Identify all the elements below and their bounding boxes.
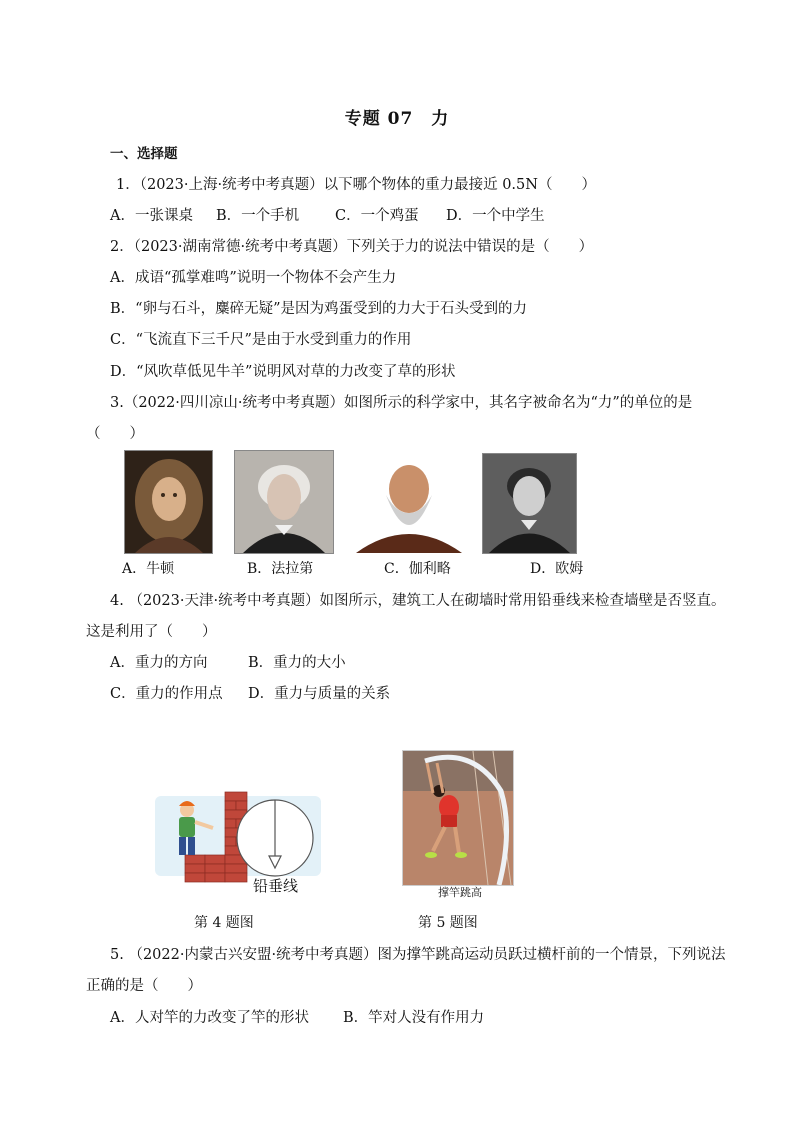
q3-option-b: B．法拉第 [247, 561, 314, 577]
faraday-portrait [234, 450, 334, 554]
q3-stem-line1: 3.（2022·四川凉山·统考中考真题）如图所示的科学家中，其名字被命名为“力”的单位的是 [110, 395, 693, 411]
pole-vault-photo [402, 750, 514, 886]
q4-option-a: A．重力的方向 [110, 655, 208, 671]
q1-stem: 1．（2023·上海·统考中考真题）以下哪个物体的重力最接近 0.5N（ ） [116, 177, 596, 193]
q1-option-a: A．一张课桌 [110, 208, 193, 224]
q3-option-a: A．牛顿 [122, 561, 175, 577]
q5-stem-line1: 5. （2022·内蒙古兴安盟·统考中考真题）图为撑竿跳高运动员跃过横杆前的一个情景，下列说法 [110, 947, 726, 963]
q1-option-c: C．一个鸡蛋 [335, 208, 419, 224]
q5-option-a: A．人对竿的力改变了竿的形状 [110, 1010, 309, 1026]
q4-option-d: D．重力与质量的关系 [248, 686, 391, 702]
q4-option-c: C．重力的作用点 [110, 686, 223, 702]
galileo-portrait [355, 454, 463, 554]
q3-option-d: D．欧姆 [530, 561, 584, 577]
ohm-portrait [482, 453, 577, 554]
q2-stem: 2．（2023·湖南常德·统考中考真题）下列关于力的说法中错误的是（ ） [110, 239, 594, 255]
q2-option-b: B．“卵与石斗，麋碎无疑”是因为鸡蛋受到的力大于石头受到的力 [110, 301, 527, 317]
page-title: 专题 07 力 [344, 109, 450, 129]
q5-stem-line2: 正确的是（ ） [86, 978, 202, 994]
q2-option-d: D．“风吹草低见牛羊”说明风对草的力改变了草的形状 [110, 364, 456, 380]
q2-option-c: C．“飞流直下三千尺”是由于水受到重力的作用 [110, 332, 412, 348]
q4-stem-line1: 4. （2023·天津·统考中考真题）如图所示，建筑工人在砌墙时常用铅垂线来检查墙壁是否竖直。 [110, 593, 726, 609]
pole-vault-label: 撑竿跳高 [438, 886, 482, 899]
q1-option-d: D．一个中学生 [446, 208, 545, 224]
section-heading: 一、选择题 [110, 146, 178, 162]
q4-figure-caption: 第 4 题图 [194, 915, 254, 931]
newton-portrait [124, 450, 213, 554]
plumb-line-label: 铅垂线 [253, 877, 299, 895]
q3-option-c: C．伽利略 [384, 561, 451, 577]
q4-stem-line2: 这是利用了（ ） [86, 624, 217, 640]
q1-option-b: B．一个手机 [216, 208, 300, 224]
q5-option-b: B．竿对人没有作用力 [343, 1010, 485, 1026]
q3-stem-line2: （ ） [86, 426, 144, 442]
q4-option-b: B．重力的大小 [248, 655, 346, 671]
q5-figure-caption: 第 5 题图 [418, 915, 478, 931]
q2-option-a: A．成语“孤掌难鸣”说明一个物体不会产生力 [110, 270, 397, 286]
